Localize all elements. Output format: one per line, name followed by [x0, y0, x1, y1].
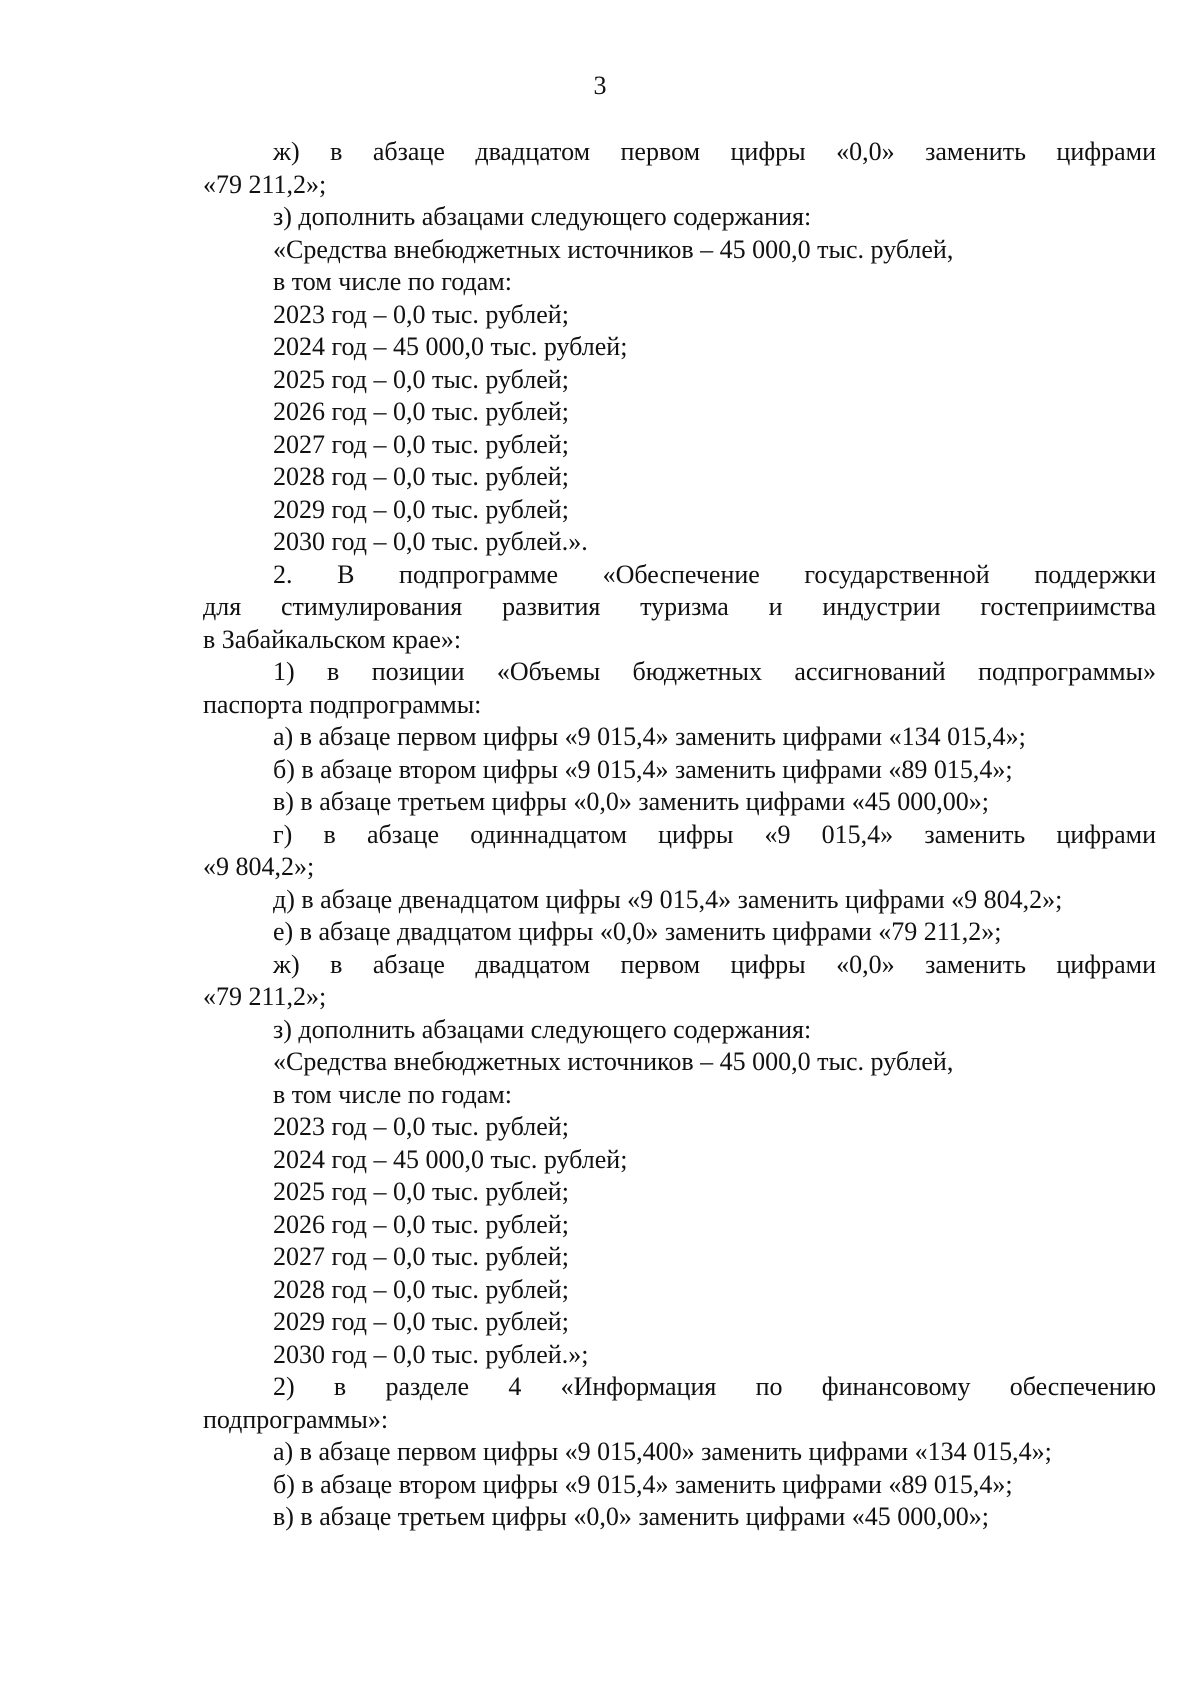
document-line: в) в абзаце третьем цифры «0,0» заменить цифрами «45 000,00»; — [273, 1502, 989, 1531]
document-line: а) в абзаце первом цифры «9 015,4» заменить цифрами «134 015,4»; — [273, 722, 1026, 751]
document-line: ж) в абзаце двадцатом первом цифры «0,0» заменить цифрами — [273, 137, 1156, 166]
document-line: 2) в разделе 4 «Информация по финансовому обеспечению — [273, 1372, 1156, 1401]
document-line: 2028 год – 0,0 тыс. рублей; — [273, 462, 569, 491]
document-line: б) в абзаце втором цифры «9 015,4» заменить цифрами «89 015,4»; — [273, 1469, 1013, 1499]
document-line: з) дополнить абзацами следующего содержания: — [273, 202, 812, 231]
document-line: а) в абзаце первом цифры «9 015,400» заменить цифрами «134 015,4»; — [273, 1437, 1052, 1466]
document-line: г) в абзаце одиннадцатом цифры «9 015,4» заменить цифрами — [273, 819, 1156, 849]
document-line: подпрограммы»: — [203, 1404, 389, 1434]
document-line: в том числе по годам: — [273, 1079, 512, 1109]
document-line: в том числе по годам: — [273, 267, 512, 296]
document-line: з) дополнить абзацами следующего содержания: — [273, 1014, 812, 1044]
document-line: 2024 год – 45 000,0 тыс. рублей; — [273, 1144, 628, 1174]
document-line: 2027 год – 0,0 тыс. рублей; — [273, 1242, 569, 1271]
document-line: 2. В подпрограмме «Обеспечение государственной поддержки — [273, 559, 1156, 589]
document-line: паспорта подпрограммы: — [203, 689, 482, 719]
document-line: «9 804,2»; — [203, 852, 315, 881]
document-line: 2029 год – 0,0 тыс. рублей; — [273, 494, 569, 524]
document-line: 1) в позиции «Объемы бюджетных ассигнований подпрограммы» — [273, 657, 1156, 686]
document-line: 2025 год – 0,0 тыс. рублей; — [273, 364, 569, 394]
document-line: ж) в абзаце двадцатом первом цифры «0,0» заменить цифрами — [273, 949, 1156, 979]
document-body — [203, 136, 1156, 1534]
document-line: «79 211,2»; — [203, 169, 327, 199]
document-line: 2023 год – 0,0 тыс. рублей; — [273, 1112, 569, 1141]
page-number: 3 — [593, 71, 607, 100]
document-line: «Средства внебюджетных источников – 45 000,0 тыс. рублей, — [273, 234, 954, 264]
document-line: е) в абзаце двадцатом цифры «0,0» заменить цифрами «79 211,2»; — [273, 917, 1002, 946]
document-line: д) в абзаце двенадцатом цифры «9 015,4» заменить цифрами «9 804,2»; — [273, 884, 1063, 914]
document-line: б) в абзаце втором цифры «9 015,4» заменить цифрами «89 015,4»; — [273, 754, 1013, 784]
document-line: 2026 год – 0,0 тыс. рублей; — [273, 1209, 569, 1239]
document-line: 2024 год – 45 000,0 тыс. рублей; — [273, 332, 628, 361]
document-line: 2023 год – 0,0 тыс. рублей; — [273, 299, 569, 329]
document-line: 2030 год – 0,0 тыс. рублей.»; — [273, 1339, 589, 1369]
document-line: 2028 год – 0,0 тыс. рублей; — [273, 1274, 569, 1304]
document-line: «Средства внебюджетных источников – 45 000,0 тыс. рублей, — [273, 1047, 954, 1076]
document-line: 2029 год – 0,0 тыс. рублей; — [273, 1307, 569, 1336]
document-line: 2030 год – 0,0 тыс. рублей.». — [273, 527, 588, 556]
document-line: 2027 год – 0,0 тыс. рублей; — [273, 429, 569, 459]
document-line: «79 211,2»; — [203, 982, 327, 1011]
document-line: 2025 год – 0,0 тыс. рублей; — [273, 1177, 569, 1206]
document-line: для стимулирования развития туризма и индустрии гостеприимства — [203, 592, 1156, 621]
document-line: в Забайкальском крае»: — [203, 624, 462, 654]
document-line: в) в абзаце третьем цифры «0,0» заменить цифрами «45 000,00»; — [273, 787, 989, 816]
document-line: 2026 год – 0,0 тыс. рублей; — [273, 397, 569, 426]
